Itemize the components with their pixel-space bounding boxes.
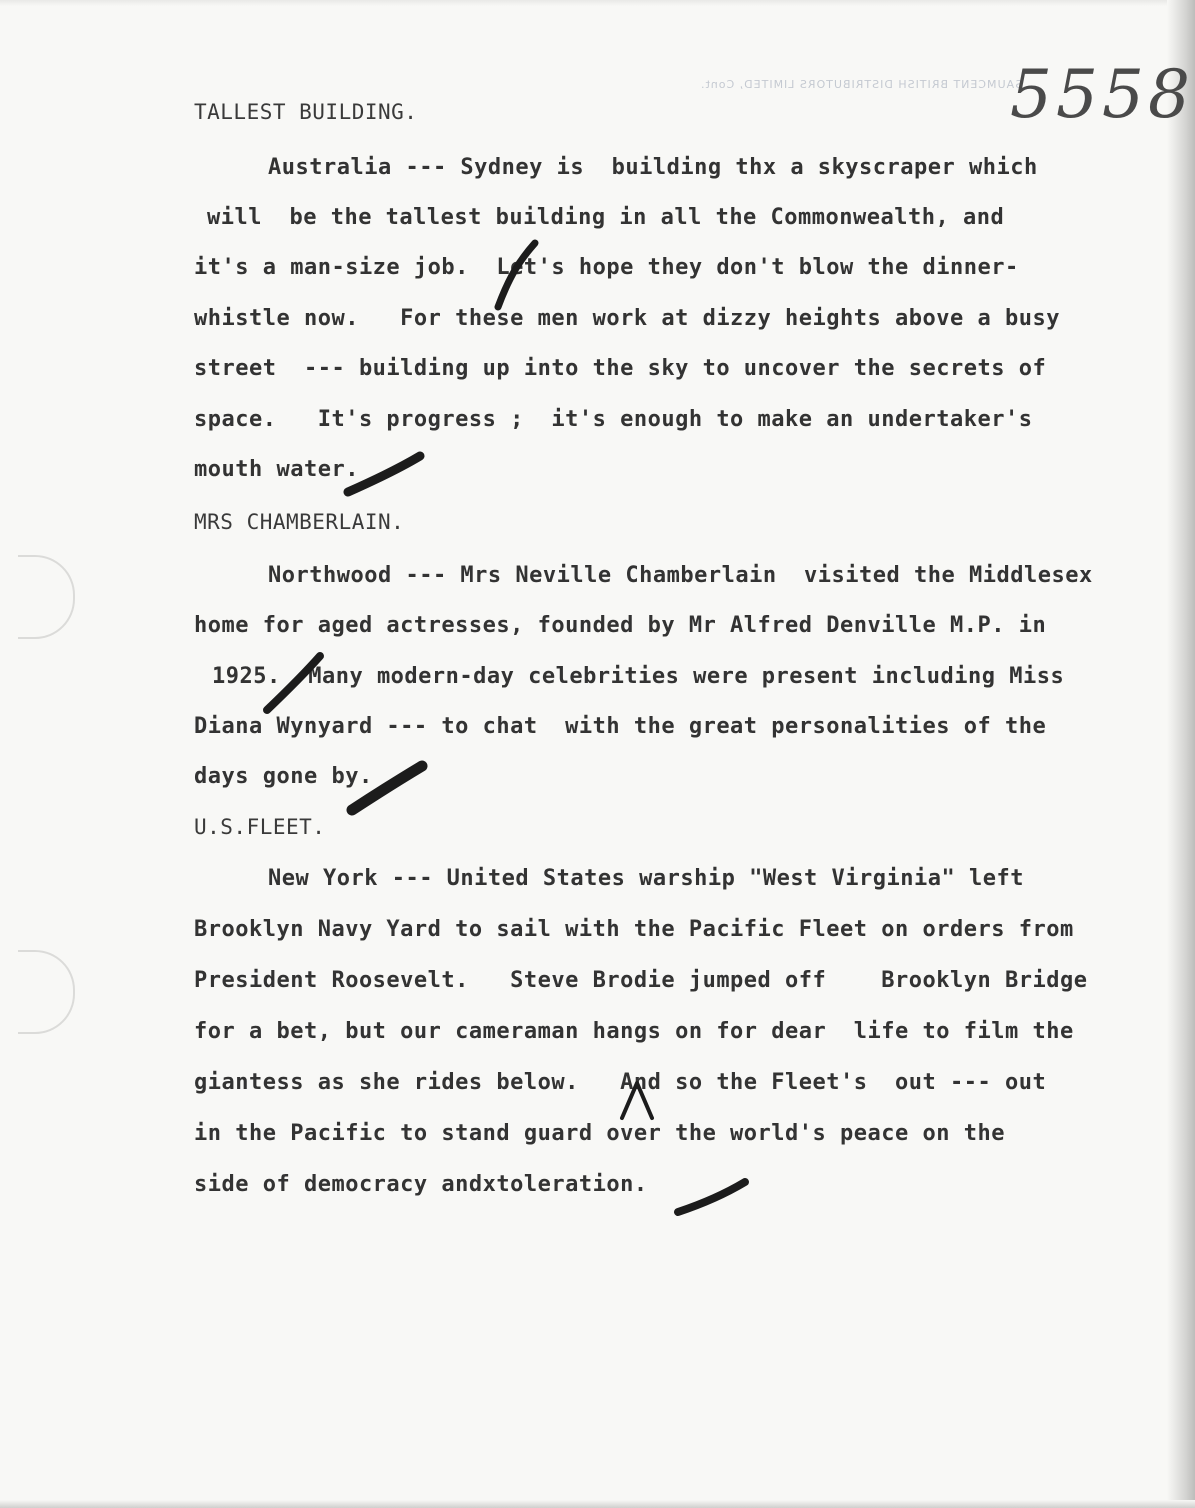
text-line: days gone by. [194, 764, 373, 789]
text-line: in the Pacific to stand guard over the world's peace on the [194, 1121, 1005, 1146]
edit-slash-mark [340, 758, 435, 818]
handwritten-page-number: 5558 [1010, 56, 1194, 133]
page-bottom-edge [0, 1500, 1195, 1508]
text-line: for a bet, but our cameraman hangs on for dear life to film the [194, 1019, 1074, 1044]
page-edge [1167, 0, 1195, 1508]
text-line: 1925. Many modern-day celebrities were present including Miss [212, 664, 1065, 689]
text-line: giantess as she rides below. And so the Fleet's out --- out [194, 1070, 1047, 1095]
edit-slash-mark [340, 450, 430, 500]
text-line: home for aged actresses, founded by Mr Alfred Denville M.P. in [194, 613, 1047, 638]
caret-insert-mark [612, 1068, 662, 1123]
text-line: will be the tallest building in all the Commonwealth, and [207, 205, 1005, 230]
text-line: mouth water. [194, 457, 359, 482]
section-heading: MRS CHAMBERLAIN. [194, 510, 405, 534]
text-line: Northwood --- Mrs Neville Chamberlain visited the Middlesex [268, 563, 1093, 588]
text-line: Diana Wynyard --- to chat with the great personalities of the [194, 714, 1047, 739]
text-line: whistle now. For these men work at dizzy heights above a busy [194, 306, 1060, 331]
text-line: Brooklyn Navy Yard to sail with the Pacific Fleet on orders from [194, 917, 1074, 942]
edit-slash-mark [255, 648, 330, 718]
text-line: street --- building up into the sky to uncover the secrets of [194, 356, 1047, 381]
text-line: President Roosevelt. Steve Brodie jumped off Brooklyn Bridge [194, 968, 1088, 993]
section-heading: U.S.FLEET. [194, 815, 326, 839]
punch-hole-mark [18, 555, 75, 639]
letterhead-stamp: SAUMCENT BRITISH DISTRIBUTORS LIMITED, Cont. [700, 78, 1023, 91]
text-line: space. It's progress ; it's enough to make an undertaker's [194, 407, 1033, 432]
text-line: side of democracy andxtoleration. [194, 1172, 648, 1197]
section-heading: TALLEST BUILDING. [194, 100, 418, 124]
text-line: New York --- United States warship "West Virginia" left [268, 866, 1024, 891]
edit-slash-mark [480, 235, 550, 315]
text-line: it's a man-size job. Let's hope they don't blow the dinner- [194, 255, 1019, 280]
punch-hole-mark [18, 950, 75, 1034]
edit-slash-mark [670, 1172, 755, 1222]
text-line: Australia --- Sydney is building thx a skyscraper which [268, 155, 1038, 180]
